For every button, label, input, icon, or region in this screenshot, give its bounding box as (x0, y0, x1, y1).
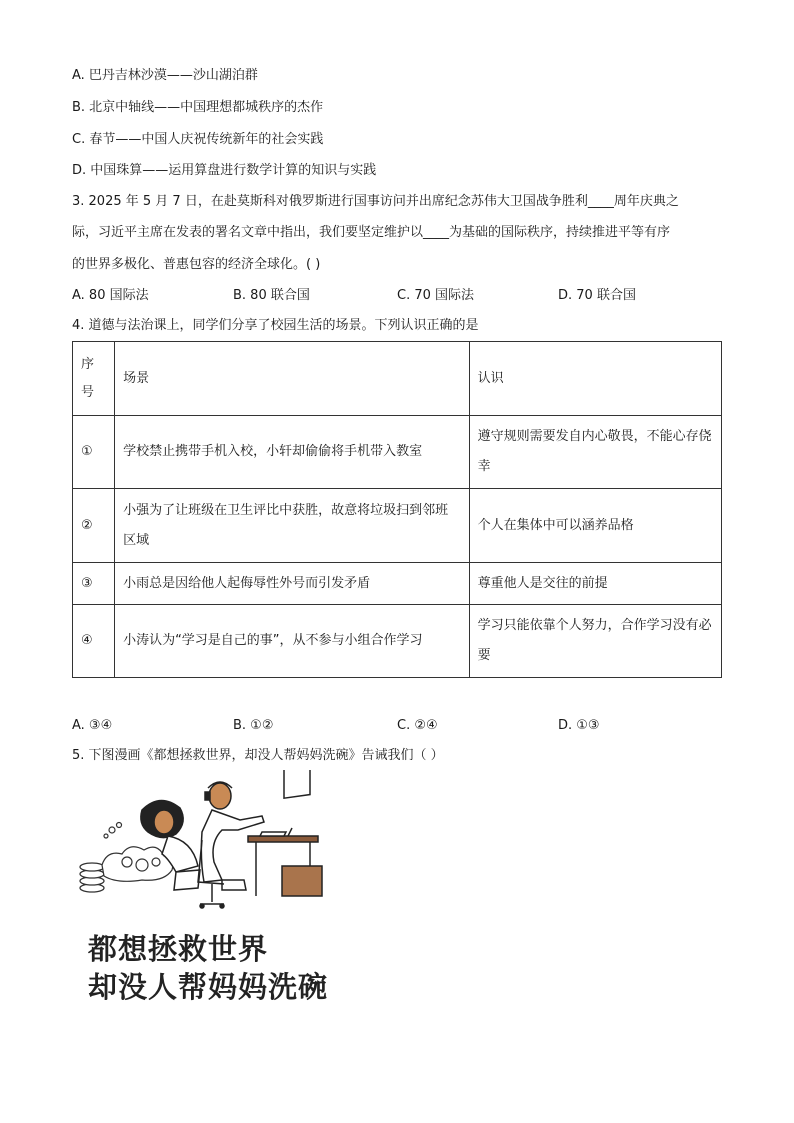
q5-stem: 5. 下图漫画《都想拯救世界，却没人帮妈妈洗碗》告诫我们（ ） (72, 748, 444, 763)
plates-stack (80, 863, 104, 892)
q4-option-b: B. ①② (233, 718, 274, 733)
q2-option-b: B. 北京中轴线——中国理想都城秩序的杰作 (72, 100, 324, 115)
q4-option-d: D. ①③ (558, 718, 600, 733)
header-seq: 序号 (73, 342, 115, 416)
header-view: 认识 (469, 342, 721, 416)
row-seq: ① (73, 416, 115, 489)
row-view: 遵守规则需要发自内心敬畏，不能心存侥幸 (469, 416, 721, 489)
table-header-row (73, 342, 722, 416)
row-view: 个人在集体中可以涵养品格 (469, 489, 721, 563)
comic-caption-line1: 都想拯救世界 (88, 932, 269, 966)
comic-illustration (72, 770, 342, 920)
row-view: 学习只能依靠个人努力，合作学习没有必要 (469, 605, 721, 678)
table-row (73, 416, 722, 489)
q3-option-a: A. 80 国际法 (72, 288, 149, 303)
q3-option-c: C. 70 国际法 (397, 288, 475, 303)
q4-options (72, 716, 712, 736)
q3-stem-line1: 3. 2025 年 5 月 7 日，在赴莫斯科对俄罗斯进行国事访问并出席纪念苏伟大卫国战争胜利____周年庆典之 (72, 194, 679, 209)
row-seq: ② (73, 489, 115, 563)
row-scene: 小强为了让班级在卫生评比中获胜，故意将垃圾扫到邻班区域 (115, 489, 470, 563)
comic-caption-line2: 却没人帮妈妈洗碗 (88, 970, 329, 1004)
row-seq: ④ (73, 605, 115, 678)
row-view: 尊重他人是交往的前提 (469, 563, 721, 605)
table-row (73, 489, 722, 563)
q3-options (72, 286, 712, 306)
computer-desk (248, 770, 322, 896)
row-scene: 小涛认为“学习是自己的事”，从不参与小组合作学习 (115, 605, 470, 678)
q2-option-d: D. 中国珠算——运用算盘进行数学计算的知识与实践 (72, 163, 377, 178)
table-row (73, 563, 722, 605)
q4-stem: 4. 道德与法治课上，同学们分享了校园生活的场景。下列认识正确的是 (72, 318, 479, 333)
q2-option-c: C. 春节——中国人庆祝传统新年的社会实践 (72, 132, 324, 147)
q3-stem-line3: 的世界多极化、普惠包容的经济全球化。( ) (72, 257, 321, 272)
table-row (73, 605, 722, 678)
q2-option-a: A. 巴丹吉林沙漠——沙山湖泊群 (72, 68, 258, 83)
row-scene: 小雨总是因给他人起侮辱性外号而引发矛盾 (115, 563, 470, 605)
q4-option-a: A. ③④ (72, 718, 113, 733)
q4-table (72, 341, 722, 678)
row-seq: ③ (73, 563, 115, 605)
q4-option-c: C. ②④ (397, 718, 438, 733)
header-scene: 场景 (115, 342, 470, 416)
row-scene: 学校禁止携带手机入校，小轩却偷偷将手机带入教室 (115, 416, 470, 489)
q3-option-b: B. 80 联合国 (233, 288, 310, 303)
comic-caption (88, 930, 328, 1006)
q3-option-d: D. 70 联合国 (558, 288, 636, 303)
q3-stem-line2: 际，习近平主席在发表的署名文章中指出，我们要坚定维护以____为基础的国际秩序，持续推进平等有序 (72, 225, 671, 240)
